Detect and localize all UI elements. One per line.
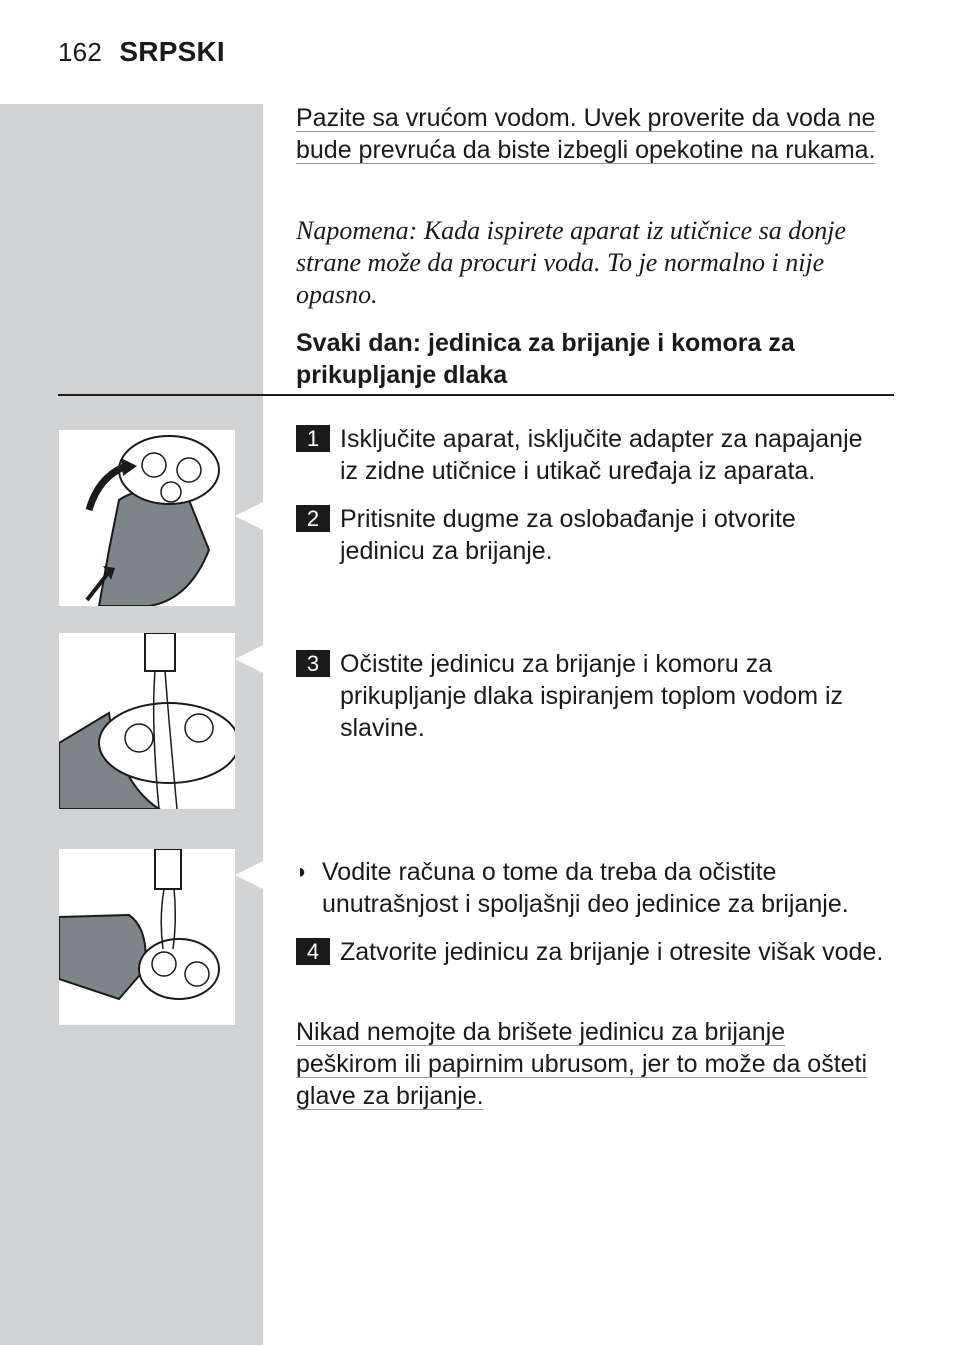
step-text: Zatvorite jedinicu za brijanje i otresite višak vode. <box>340 938 884 966</box>
shaver-rinsing-illustration <box>59 633 235 809</box>
shaver-closed-rinsing-illustration <box>59 849 235 1025</box>
illustration-pointer <box>235 861 263 889</box>
page-number: 162 <box>58 37 102 67</box>
step-number: 1 <box>296 425 330 452</box>
step-text: Isključite aparat, isključite adapter za napajanje iz zidne utičnice i utikač uređaja iz aparata. <box>340 425 863 485</box>
step-2 <box>296 503 886 567</box>
note-text: Napomena: Kada ispirete aparat iz utičnice sa donje strane može da procuri voda. To je normalno i nije opasno. <box>296 216 847 309</box>
step-number: 3 <box>296 650 330 677</box>
illustration-pointer <box>235 502 263 530</box>
warning-hot-water: Pazite sa vrućom vodom. Uvek proverite da voda ne bude prevruća da biste izbegli opekotine na rukama. <box>296 104 876 164</box>
step-3 <box>296 648 886 744</box>
step-text: Pritisnite dugme za oslobađanje i otvorite jedinicu za brijanje. <box>340 505 796 565</box>
warning-towel: Nikad nemojte da brišete jedinicu za brijanje peškirom ili papirnim ubrusom, jer to može da ošteti glave za brijanje. <box>296 1018 868 1110</box>
page-header <box>58 36 225 68</box>
step-4 <box>296 936 886 968</box>
bullet-text: Vodite računa o tome da treba da očistite unutrašnjost i spoljašnji deo jedinice za brijanje. <box>322 858 849 918</box>
shaver-opening-illustration <box>59 430 235 606</box>
section-heading: Svaki dan: jedinica za brijanje i komora za prikupljanje dlaka <box>296 329 795 389</box>
step-number: 2 <box>296 505 330 532</box>
step-text: Očistite jedinicu za brijanje i komoru za prikupljanje dlaka ispiranjem toplom vodom iz slavine. <box>340 650 844 742</box>
section-divider <box>58 394 894 396</box>
bullet-item <box>296 856 886 920</box>
step-number: 4 <box>296 938 330 965</box>
bullet-mark: ◗ <box>296 861 309 883</box>
step-1 <box>296 423 886 487</box>
illustration-pointer <box>235 645 263 673</box>
language-title: SRPSKI <box>119 36 225 67</box>
